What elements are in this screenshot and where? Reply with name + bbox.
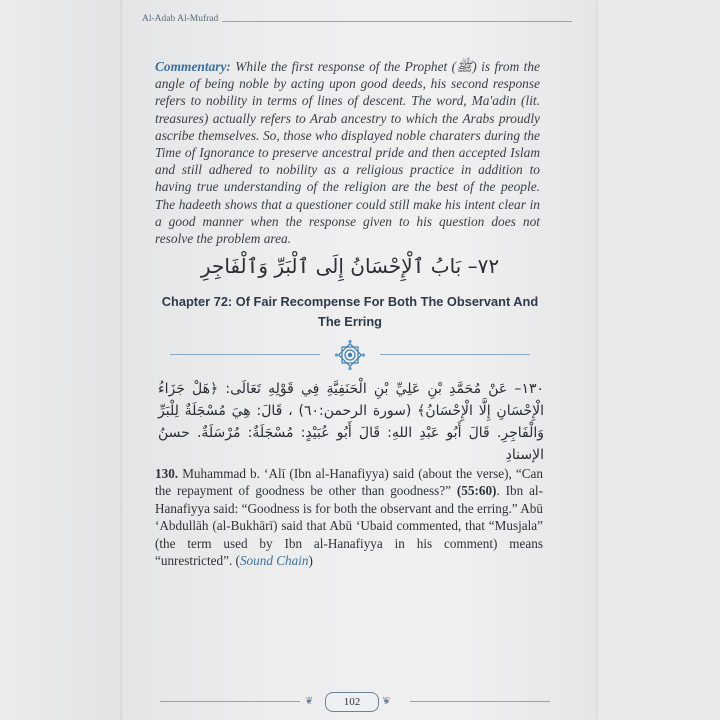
header-rule [222,21,572,22]
hadith-grade: Sound Chain [239,553,309,569]
section-divider [170,338,530,372]
book-title: Al-Adab Al-Mufrad [142,14,219,24]
page-footer [160,690,550,714]
chapter-english-title: Chapter 72: Of Fair Recompense For Both The Observant And The Erring [161,294,539,329]
scroll-ornament-icon: ❦ [305,696,314,707]
translation-text-3: ) [308,553,313,569]
commentary-text: While the first response of the Prophet (ﷺ) is from the angle of being noble by acting upon good deeds, his second response refers to nobility in terms of lines of descent. The word, Ma'adin (lit. treasures) actually refers to Arab ancestry to which the Arabs proudly ascribe themselves. So, those who displayed noble charaters during the Time of Ignorance to preserve ancestral pride and then accepted Islam and still adhered to nobility as a religious practice in addition to having true understanding of the religion are the best of the people. The hadeeth shows that a questioner could still make his intent clear in a good manner when the response given to his question does not resolve the problem area. [155,59,540,247]
page-number: 102 [325,692,379,712]
hadith-arabic-text: ١٣٠– عَنْ مُحَمَّدِ بْنِ عَلِيِّ بْنِ الْحَنَفِيَّةِ فِي قَوْلِهِ تَعَالَى: ﴿هَلْ جَزَاءُ الْإِحْسَانِ إِلَّا الْإِحْسَانُ﴾ (سورة الرحمن:٦٠) ، قَالَ: هِيَ مُسْجَلَةٌ لِلْبَرِّ وَالْفَاجِرِ. قَالَ أَبُو عَبْدِ اللهِ: قَالَ أَبُو عُبَيْدٍ: مُسْجَلَةٌ: مُرْسَلَةٌ. حسنُ الإسنادِ [158,381,544,463]
divider-rule-left [170,354,320,355]
translation-text-1: Muhammad b. ‘Alī (Ibn al-Hanafiyya) said (about the verse), “Can the repayment of goodness be other than goodness?” [155,466,543,499]
scroll-ornament-icon: ❦ [382,696,391,707]
geometric-star-ornament-icon [333,338,367,372]
footer-rule-right [410,701,550,702]
chapter-arabic-title: ٧٢– بَابُ ٱلْإِحْسَانُ إِلَى ٱلْبَرِّ وَٱلْفَاجِرِ [200,254,500,278]
footer-rule-left [160,701,300,702]
page-background-left [0,0,122,720]
hadith-translation [155,465,543,569]
commentary-paragraph [155,58,540,247]
commentary-label: Commentary: [155,59,231,74]
translation-text-2: . Ibn al-Hanafiyya said: “Goodness is for both the observant and the erring.” Abū ‘Abdullāh (al-Bukhārī) said that Abū ‘Ubaid commented, that “Musjala” (the term used by Ibn al-Hanafiyya in his comment) means “unrestricted”. ( [155,483,543,569]
hadith-number: 130. [155,466,179,481]
divider-rule-right [380,354,530,355]
running-header [142,14,572,30]
verse-reference: (55:60) [456,483,497,499]
